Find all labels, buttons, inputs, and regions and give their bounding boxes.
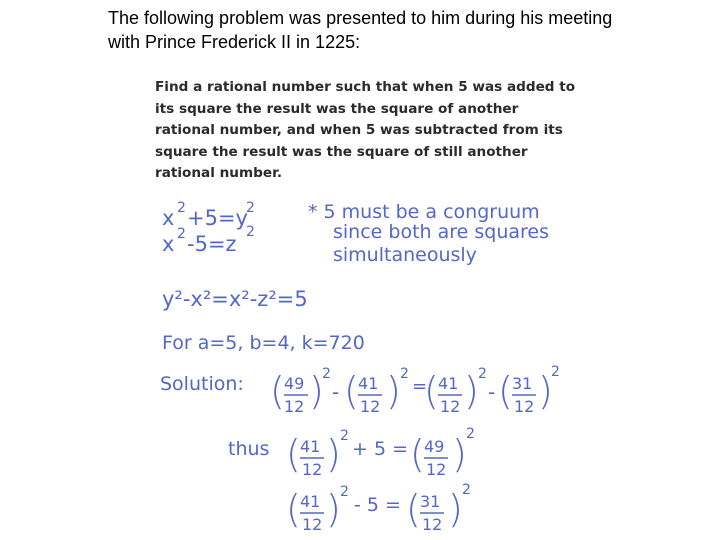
thus-line-plus	[228, 426, 475, 479]
equation-x-squared-plus-5	[162, 200, 255, 230]
frac3-exponent: 2	[478, 366, 487, 382]
close-paren: )	[448, 487, 463, 531]
thus1-frac2-denominator: 12	[426, 460, 447, 479]
open-paren: (	[286, 487, 301, 531]
equals-sign: =	[412, 376, 428, 397]
open-paren: (	[286, 432, 301, 476]
open-paren: (	[270, 369, 285, 413]
close-paren: )	[309, 369, 324, 413]
eq1-x: x	[162, 206, 175, 230]
plus-five-equals: + 5 =	[352, 438, 409, 460]
frac1-denominator: 12	[284, 397, 305, 416]
equation-congruum-chain: y²-x²=x²-z²=5	[162, 287, 308, 311]
thus1-frac1-denominator: 12	[302, 460, 323, 479]
thus2-frac1-denominator: 12	[302, 515, 323, 534]
thus2-frac2-exponent: 2	[462, 482, 471, 498]
close-paren: )	[326, 432, 341, 476]
minus-sign: -	[332, 380, 340, 404]
close-paren: )	[452, 432, 467, 476]
frac4-exponent: 2	[551, 364, 560, 380]
caption-line-2: with Prince Frederick II in 1225:	[108, 32, 361, 52]
eq1-rest: +5=y	[187, 206, 248, 230]
frac1-numerator: 49	[284, 374, 305, 393]
thus-line-minus	[286, 482, 471, 534]
eq2-x-exponent: 2	[177, 226, 186, 242]
solution-label: Solution:	[160, 373, 244, 395]
note-line-3: simultaneously	[333, 244, 477, 266]
thus1-frac1-numerator: 41	[300, 437, 321, 456]
thus2-frac2-numerator: 31	[420, 492, 441, 511]
frac4-numerator: 31	[512, 374, 533, 393]
for-values-line: For a=5, b=4, k=720	[162, 332, 365, 354]
close-paren: )	[464, 369, 479, 413]
thus1-frac1-exponent: 2	[340, 428, 349, 444]
open-paren: (	[424, 369, 439, 413]
thus2-frac1-numerator: 41	[300, 492, 321, 511]
problem-line-3: rational number, and when 5 was subtracted from its	[155, 122, 563, 138]
problem-line-4: square the result was the square of still another	[155, 143, 528, 160]
caption-line-1: The following problem was presented to him during his meeting	[108, 8, 613, 28]
solution-line	[160, 364, 560, 416]
problem-line-5: rational number.	[155, 165, 283, 181]
open-paren: (	[410, 432, 425, 476]
problem-line-2: its square the result was the square of another	[155, 100, 519, 117]
thus1-frac2-numerator: 49	[424, 437, 445, 456]
minus-five-equals: - 5 =	[354, 494, 401, 516]
close-paren: )	[386, 369, 401, 413]
eq1-x-exponent: 2	[177, 200, 186, 216]
minus-sign: -	[488, 380, 496, 404]
open-paren: (	[406, 487, 421, 531]
note-line-1: * 5 must be a congruum	[308, 201, 540, 223]
congruum-note	[308, 201, 549, 266]
thus-label: thus	[228, 438, 270, 460]
close-paren: )	[326, 487, 341, 531]
eq2-z-exponent: 2	[246, 224, 255, 240]
close-paren: )	[538, 369, 553, 413]
frac2-exponent: 2	[400, 366, 409, 382]
frac2-denominator: 12	[360, 397, 381, 416]
thus1-frac2-exponent: 2	[466, 426, 475, 442]
frac1-exponent: 2	[322, 366, 331, 382]
problem-line-1: Find a rational number such that when 5 was added to	[155, 79, 576, 95]
open-paren: (	[344, 369, 359, 413]
frac3-denominator: 12	[440, 397, 461, 416]
frac2-numerator: 41	[358, 374, 379, 393]
frac3-numerator: 41	[438, 374, 459, 393]
thus2-frac2-denominator: 12	[422, 515, 443, 534]
thus2-frac1-exponent: 2	[340, 484, 349, 500]
eq2-rest: -5=z	[187, 232, 237, 256]
frac4-denominator: 12	[514, 397, 535, 416]
note-line-2: since both are squares	[333, 221, 550, 243]
eq2-x: x	[162, 232, 175, 256]
eq1-y-exponent: 2	[246, 200, 255, 216]
open-paren: (	[498, 369, 513, 413]
